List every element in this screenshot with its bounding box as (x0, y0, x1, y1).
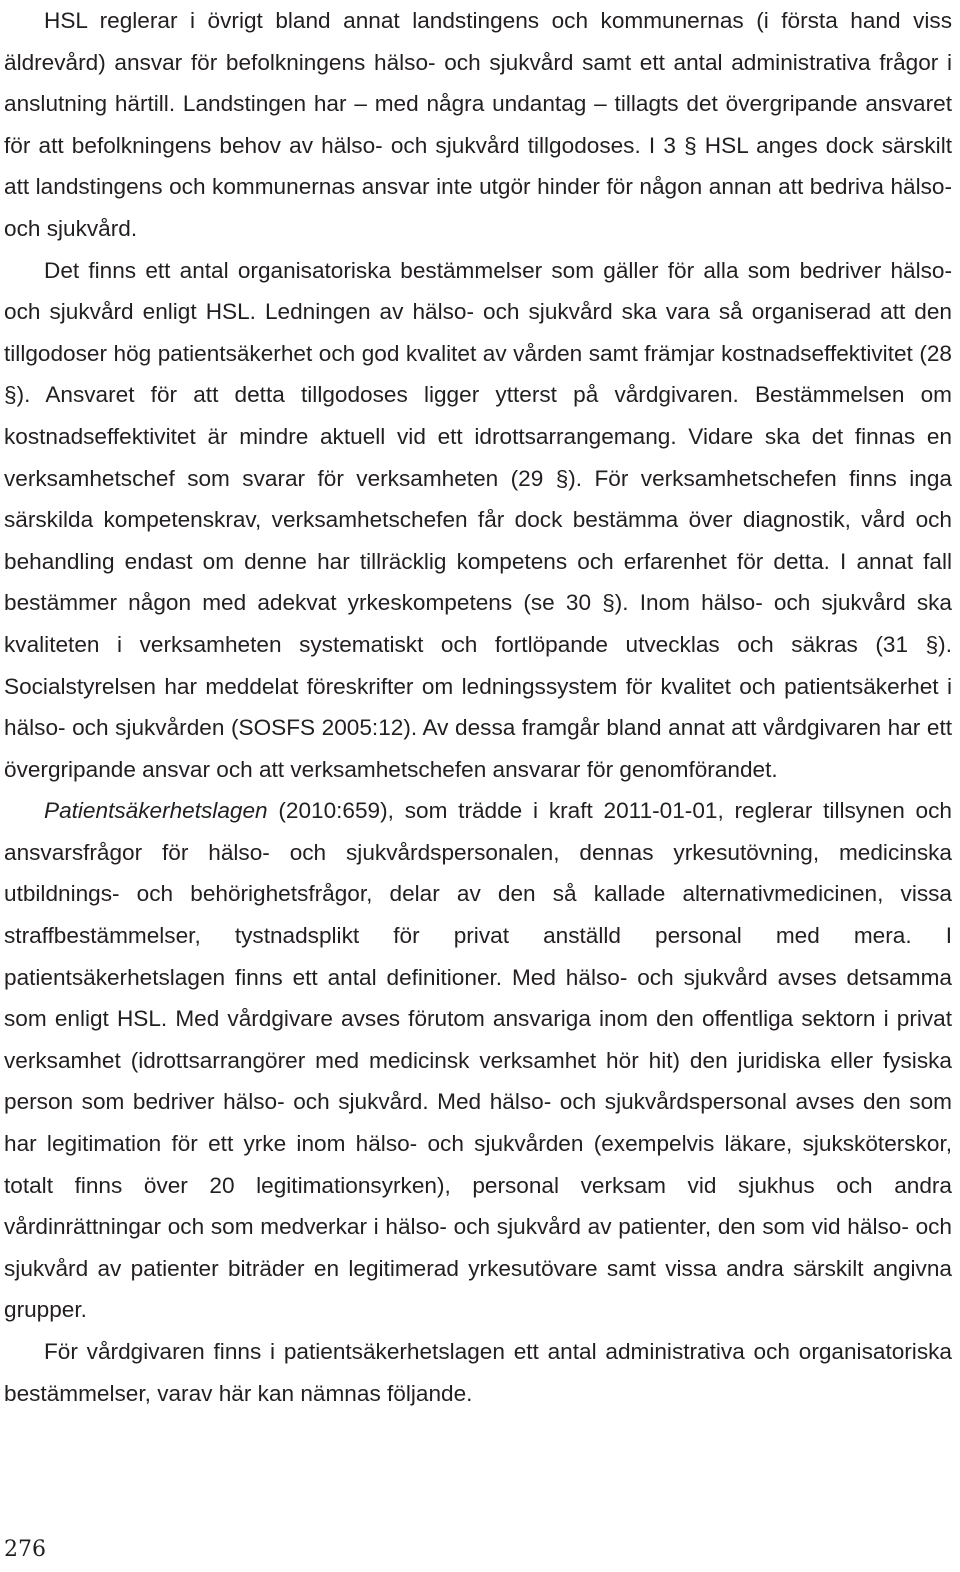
paragraph-text: (2010:659), som trädde i kraft 2011-01-01, reglerar tillsynen och ansvarsfrågor för hälso- och sjukvårdspersonalen, dennas yrkesutövning, medicinska utbildnings- och behörighetsfrågor, delar av den så kallade alternativmedicinen, vissa straffbestämmelser, tystnadsplikt för privat anställd personal med mera. I patientsäkerhetslagen finns ett antal definitioner. Med hälso- och sjukvård avses detsamma som enligt HSL. Med vårdgivare avses förutom ansvariga inom den offentliga sektorn i privat verksamhet (idrottsarrangörer med medicinsk verksamhet hör hit) den juridiska eller fysiska person som bedriver hälso- och sjukvård. Med hälso- och sjukvårdspersonal avses den som har legitimation för ett yrke inom hälso- och sjukvården (exempelvis läkare, sjuksköterskor, totalt finns över 20 legitimationsyrken), personal verksam vid sjukhus och andra vårdinrättningar och som medverkar i hälso- och sjukvård av patienter, den som vid hälso- och sjukvård av patienter biträder en legitimerad yrkesutövare samt vissa andra särskilt angivna grupper. (4, 798, 952, 1323)
paragraph-care-provider (4, 1331, 952, 1414)
paragraph-patient-safety-act (4, 790, 952, 1331)
law-title-italic: Patientsäkerhetslagen (44, 798, 268, 824)
paragraph-text: Det finns ett antal organisatoriska bestämmelser som gäller för alla som bedriver hälso- och sjukvård enligt HSL. Ledningen av hälso- och sjukvård ska vara så organiserad att den tillgodoser hög patientsäkerhet och god kvalitet av vården samt främjar kostnadseffektivitet (28 §). Ansvaret för att detta tillgodoses ligger ytterst på vårdgivaren. Bestämmelsen om kostnadseffektivitet är mindre aktuell vid ett idrottsarrangemang. Vidare ska det finnas en verksamhetschef som svarar för verksamheten (29 §). För verksamhetschefen finns inga särskilda kompetenskrav, verksamhetschefen får dock bestämma över diagnostik, vård och behandling endast om denne har tillräcklig kompetens och erfarenhet för detta. I annat fall bestämmer någon med adekvat yrkeskompetens (se 30 §). Inom hälso- och sjukvård ska kvaliteten i verksamheten systematiskt och fortlöpande utvecklas och säkras (31 §). Socialstyrelsen har meddelat föreskrifter om ledningssystem för kvalitet och patientsäkerhet i hälso- och sjukvården (SOSFS 2005:12). Av dessa framgår bland annat att vårdgivaren har ett övergripande ansvar och att verksamhetschefen ansvarar för genomförandet. (4, 257, 952, 782)
paragraph-text: HSL reglerar i övrigt bland annat landstingens och kommunernas (i första hand viss äldrevård) ansvar för befolkningens hälso- och sjukvård samt ett antal administrativa frågor i anslutning härtill. Landstingen har – med några undantag – tillagts det övergripande ansvaret för att befolkningens behov av hälso- och sjukvård tillgodoses. I 3 § HSL anges dock särskilt att landstingens och kommunernas ansvar inte utgör hinder för någon annan att bedriva hälso- och sjukvård. (4, 8, 952, 241)
page-number: 276 (4, 1537, 46, 1562)
paragraph-text: För vårdgivaren finns i patientsäkerhetslagen ett antal administrativa och organisatoriska bestämmelser, varav här kan nämnas följande. (4, 1339, 952, 1406)
paragraph-hsl-regulation (4, 0, 952, 250)
paragraph-organisational-provisions (4, 250, 952, 791)
document-page (4, 0, 952, 1414)
